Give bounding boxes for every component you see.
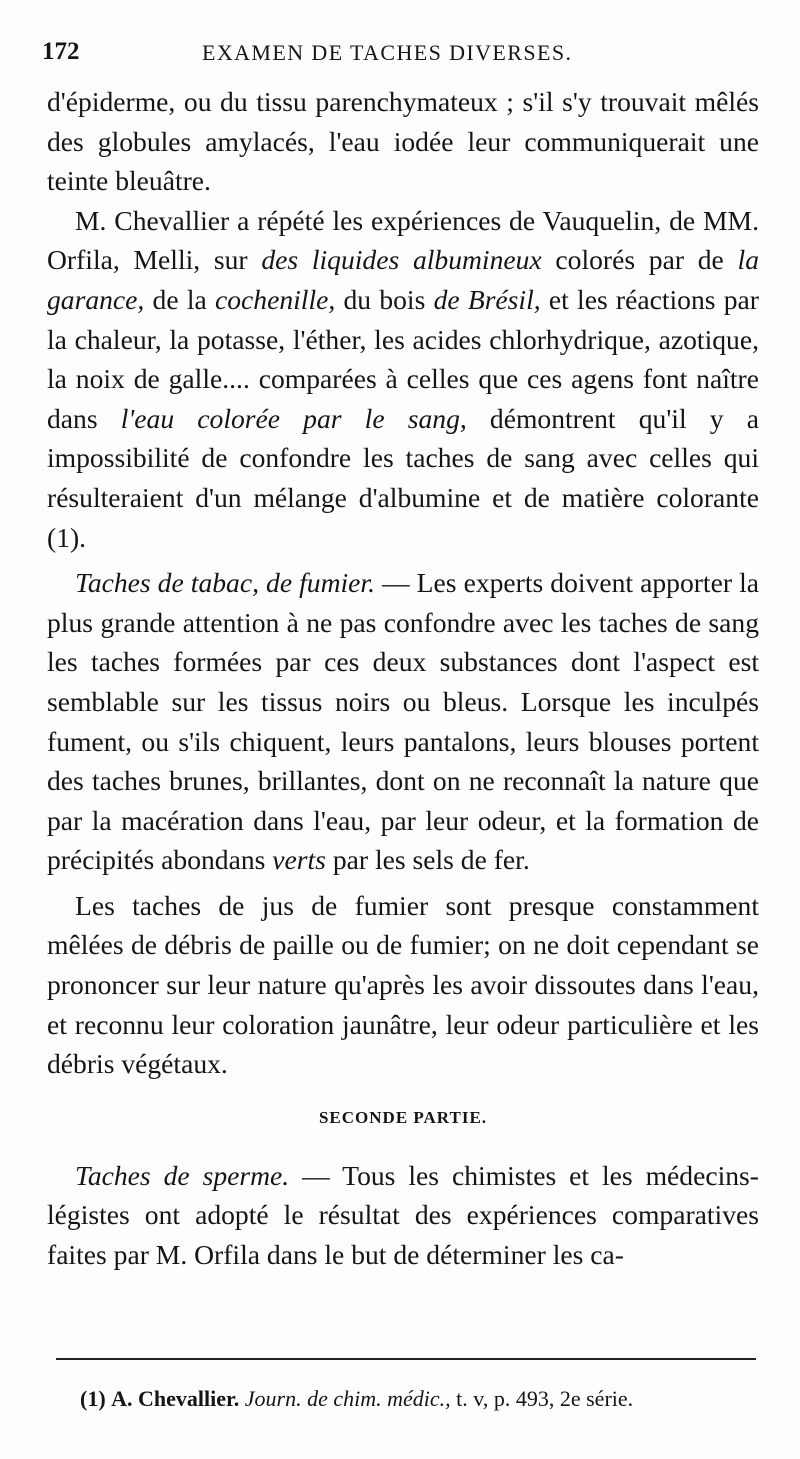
paragraph-2-italic-bresil: de Brésil, bbox=[433, 283, 541, 315]
paragraph-5-text-b: — Tous les chimistes et les médecins-légistes ont adopté le résultat des expériences comparatives faites par M. Orfila dans le but de déterminer les ca- bbox=[47, 1159, 759, 1271]
paragraph-3-text-b: — Les experts doivent apporter la plus grande attention à ne pas confondre avec les taches de sang les taches formées par ces deux substances dont l'aspect est semblable sur les tissus noirs ou bleus. Lorsque les inculpés fument, ou s'ils chiquent, leurs pantalons, leurs blouses portent des taches brunes, brillantes, dont on ne reconnaît la nature que par la macération dans l'eau, par leur odeur, et la formation de précipités abondans bbox=[47, 567, 759, 876]
footnote-author: A. Chevallier. bbox=[111, 1386, 240, 1411]
paragraph-2-italic-garance: la garance, bbox=[47, 244, 759, 315]
paragraph-2-text-e: de la bbox=[144, 283, 215, 315]
paragraph-3-title: Taches de tabac, de fumier. bbox=[75, 567, 375, 599]
paragraph-2 bbox=[47, 201, 759, 557]
footnote-mark: (1) bbox=[80, 1386, 106, 1411]
paragraph-4-text: Les taches de jus de fumier sont presque constamment mêlées de débris de paille ou de fumier; on ne doit cependant se prononcer sur leur nature qu'après les avoir dissoutes dans l'eau, et reconnu leur coloration jaunâtre, leur odeur particulière et les débris végétaux. bbox=[47, 889, 759, 1080]
footnote-rule bbox=[56, 1358, 756, 1360]
footnote-rest: t. v, p. 493, 2e série. bbox=[450, 1386, 634, 1411]
paragraph-2-text-c: colorés par de bbox=[541, 244, 738, 276]
paragraph-4 bbox=[47, 886, 759, 1084]
paragraph-5-title: Taches de sperme. bbox=[75, 1159, 290, 1191]
paragraph-2-text-k: démontrent qu'il y a impossibilité de confondre les taches de sang avec celles qui résulteraient d'un mélange d'albumine et de matière colorante (1). bbox=[47, 402, 759, 553]
paragraph-3-italic-verts: verts bbox=[272, 844, 326, 876]
footnote bbox=[80, 1384, 760, 1414]
page-header bbox=[42, 38, 758, 78]
paragraph-1 bbox=[47, 82, 759, 201]
paragraph-2-italic-eau-coloree: l'eau colorée par le sang, bbox=[120, 402, 467, 434]
body-text bbox=[47, 82, 759, 1275]
paragraph-3-text-d: par les sels de fer. bbox=[325, 844, 530, 876]
section-heading: SECONDE PARTIE. bbox=[318, 1107, 488, 1127]
footnote-journal: Journ. de chim. médic., bbox=[244, 1386, 451, 1411]
paragraph-3 bbox=[47, 563, 759, 880]
page-number: 172 bbox=[42, 38, 80, 65]
paragraph-2-text-i: et les réactions par la chaleur, la potasse, l'éther, les acides chlorhydrique, azotique, la noix de galle.... comparées à celles que ces agens font naître dans bbox=[47, 283, 759, 434]
paragraph-2-italic-cochenille: cochenille, bbox=[214, 283, 336, 315]
paragraph-2-text-a: M. Chevallier a répété les expériences de Vauquelin, de MM. Orfila, Melli, sur bbox=[47, 204, 759, 276]
paragraph-1-text: d'épiderme, ou du tissu parenchymateux ; s'il s'y trouvait mêlés des globules amylacés, l'eau iodée leur communiquerait une teinte bleuâtre. bbox=[47, 86, 759, 197]
paragraph-2-italic-liquides: des liquides albumineux bbox=[261, 244, 542, 276]
running-title: EXAMEN DE TACHES DIVERSES. bbox=[202, 40, 573, 65]
paragraph-5 bbox=[47, 1156, 759, 1275]
paragraph-2-text-g: du bois bbox=[335, 283, 434, 315]
